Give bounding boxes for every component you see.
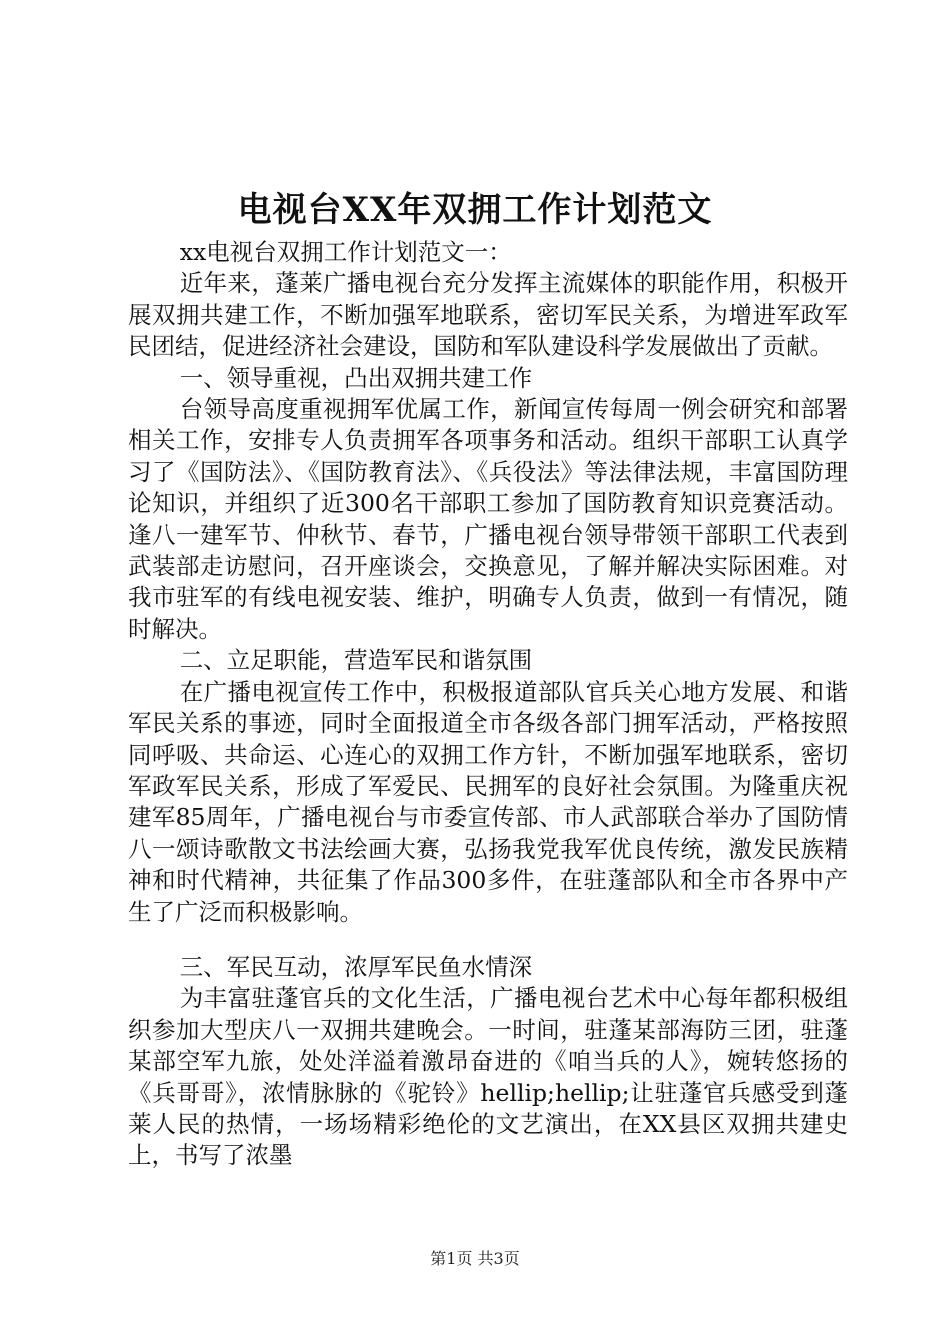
section-heading-2: 二、立足职能，营造军民和谐氛围 [179,646,533,675]
paragraph-intro: 近年来，蓬莱广播电视台充分发挥主流媒体的职能作用，积极开展双拥共建工作，不断加强军地联系，密切军民关系，为增进军政军民团结，促进经济社会建设，国防和军队建设科学发展做出了贡献。 [128,269,848,361]
section-heading-1: 一、领导重视，凸出双拥共建工作 [179,363,533,392]
page-title: 电视台XX年双拥工作计划范文 [237,190,713,230]
page-footer: 第1页 共3页 [430,1249,520,1268]
paragraph-section-2: 在广播电视宣传工作中，积极报道部队官兵关心地方发展、和谐军民关系的事迹，同时全面报道全市各级各部门拥军活动，严格按照同呼吸、共命运、心连心的双拥工作方针，不断加强军地联系，密切军政军民关系，形成了军爱民、民拥军的良好社会氛围。为隆重庆祝建军85周年，广播电视台与市委宣传部、市人武部联合举办了国防情八一颂诗歌散文书法绘画大赛，弘扬我党我军优良传统，激发民族精神和时代精神，共征集了作品300多件，在驻蓬部队和全市各界中产生了广泛而积极影响。 [128,677,848,926]
section-heading-3: 三、军民互动，浓厚军民鱼水情深 [179,952,533,981]
document-body [128,237,848,1172]
document-subtitle: xx电视台双拥工作计划范文一： [179,238,512,266]
paragraph-section-3: 为丰富驻蓬官兵的文化生活，广播电视台艺术中心每年都积极组织参加大型庆八一双拥共建晚会。一时间，驻蓬某部海防三团，驻蓬某部空军九旅，处处洋溢着激昂奋进的《咱当兵的人》，婉转悠扬的《兵哥哥》，浓情脉脉的《驼铃》hellip;hellip;让驻蓬官兵感受到蓬莱人民的热情，一场场精彩绝伦的文艺演出，在XX县区双拥共建史上，书写了浓墨 [128,984,848,1170]
paragraph-spacer [128,928,848,952]
paragraph-section-1: 台领导高度重视拥军优属工作，新闻宣传每周一例会研究和部署相关工作，安排专人负责拥军各项事务和活动。组织干部职工认真学习了《国防法》、《国防教育法》、《兵役法》等法律法规，丰富国防理论知识，并组织了近300名干部职工参加了国防教育知识竞赛活动。逢八一建军节、仲秋节、春节，广播电视台领导带领干部职工代表到武装部走访慰问，召开座谈会，交换意见，了解并解决实际困难。对我市驻军的有线电视安装、维护，明确专人负责，做到一有情况，随时解决。 [128,395,848,643]
